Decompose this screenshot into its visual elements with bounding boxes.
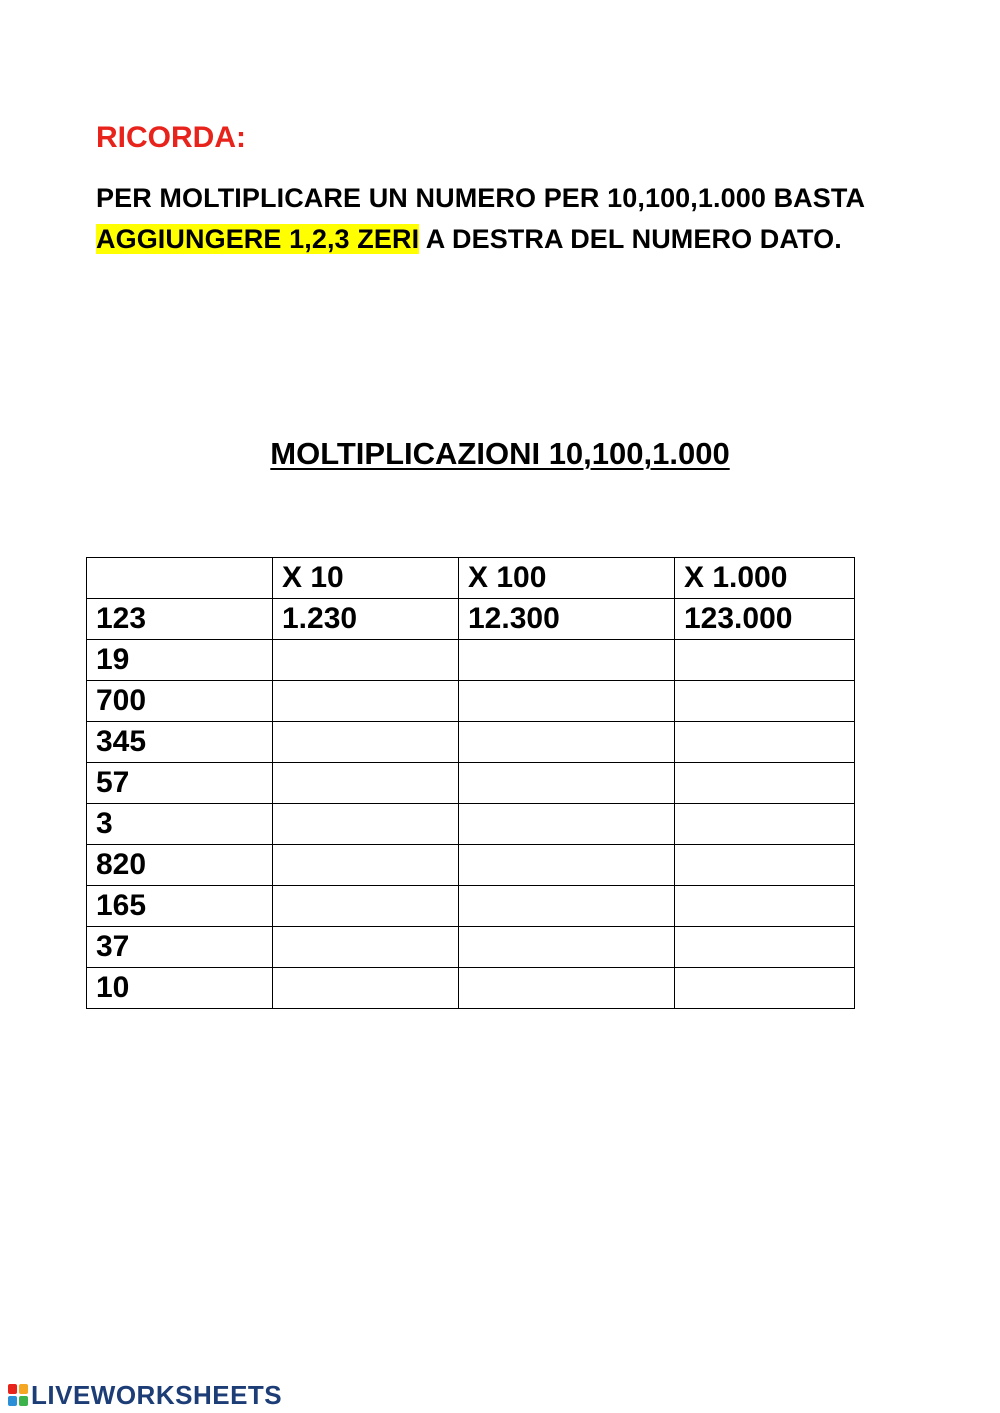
table-row <box>87 886 855 927</box>
row-number-cell: 123 <box>87 599 273 640</box>
table-row <box>87 804 855 845</box>
answer-cell-x1000[interactable] <box>675 927 855 968</box>
answer-cell-x1000[interactable] <box>675 681 855 722</box>
answer-cell-x10[interactable] <box>273 927 459 968</box>
header-cell-x10: X 10 <box>273 558 459 599</box>
answer-cell-x1000[interactable] <box>675 968 855 1009</box>
rule-highlight: AGGIUNGERE 1,2,3 ZERI <box>96 224 420 254</box>
answer-cell-x100[interactable]: 12.300 <box>459 599 675 640</box>
table-row <box>87 763 855 804</box>
answer-cell-x100[interactable] <box>459 804 675 845</box>
answer-cell-x1000[interactable] <box>675 640 855 681</box>
answer-cell-x100[interactable] <box>459 845 675 886</box>
row-number-cell: 165 <box>87 886 273 927</box>
answer-cell-x100[interactable] <box>459 763 675 804</box>
row-number-cell: 345 <box>87 722 273 763</box>
rule-text-part1: PER MOLTIPLICARE UN NUMERO PER 10,100,1.000 BASTA <box>96 183 865 213</box>
row-number-cell: 57 <box>87 763 273 804</box>
table-row <box>87 640 855 681</box>
multiplication-table <box>86 557 855 1009</box>
answer-cell-x1000[interactable] <box>675 763 855 804</box>
rule-text-part2: A DESTRA DEL NUMERO DATO. <box>419 224 842 254</box>
table-row <box>87 845 855 886</box>
answer-cell-x10[interactable] <box>273 763 459 804</box>
answer-cell-x10[interactable] <box>273 845 459 886</box>
row-number-cell: 820 <box>87 845 273 886</box>
answer-cell-x100[interactable] <box>459 927 675 968</box>
answer-cell-x10[interactable] <box>273 886 459 927</box>
answer-cell-x1000[interactable] <box>675 886 855 927</box>
table-header-row <box>87 558 855 599</box>
answer-cell-x1000[interactable] <box>675 845 855 886</box>
answer-cell-x10[interactable] <box>273 681 459 722</box>
table-row <box>87 681 855 722</box>
table-body <box>87 558 855 1009</box>
answer-cell-x10[interactable] <box>273 968 459 1009</box>
answer-cell-x100[interactable] <box>459 640 675 681</box>
liveworksheets-logo-icon <box>8 1384 28 1406</box>
answer-cell-x100[interactable] <box>459 681 675 722</box>
row-number-cell: 10 <box>87 968 273 1009</box>
table-row <box>87 722 855 763</box>
table-row <box>87 927 855 968</box>
answer-cell-x100[interactable] <box>459 722 675 763</box>
answer-cell-x10[interactable]: 1.230 <box>273 599 459 640</box>
header-cell-number <box>87 558 273 599</box>
brand-name: LIVEWORKSHEETS <box>31 1380 283 1410</box>
row-number-cell: 37 <box>87 927 273 968</box>
table-row <box>87 599 855 640</box>
answer-cell-x1000[interactable] <box>675 722 855 763</box>
answer-cell-x10[interactable] <box>273 804 459 845</box>
remember-heading: RICORDA: <box>96 121 246 154</box>
answer-cell-x1000[interactable]: 123.000 <box>675 599 855 640</box>
rule-text <box>96 178 886 260</box>
table-row <box>87 968 855 1009</box>
answer-cell-x10[interactable] <box>273 722 459 763</box>
answer-cell-x100[interactable] <box>459 968 675 1009</box>
row-number-cell: 3 <box>87 804 273 845</box>
header-cell-x1000: X 1.000 <box>675 558 855 599</box>
worksheet-title <box>0 432 1000 476</box>
row-number-cell: 700 <box>87 681 273 722</box>
footer-brand <box>8 1380 282 1410</box>
header-cell-x100: X 100 <box>459 558 675 599</box>
answer-cell-x10[interactable] <box>273 640 459 681</box>
worksheet-title-text: MOLTIPLICAZIONI 10,100,1.000 <box>270 436 730 471</box>
row-number-cell: 19 <box>87 640 273 681</box>
answer-cell-x1000[interactable] <box>675 804 855 845</box>
answer-cell-x100[interactable] <box>459 886 675 927</box>
